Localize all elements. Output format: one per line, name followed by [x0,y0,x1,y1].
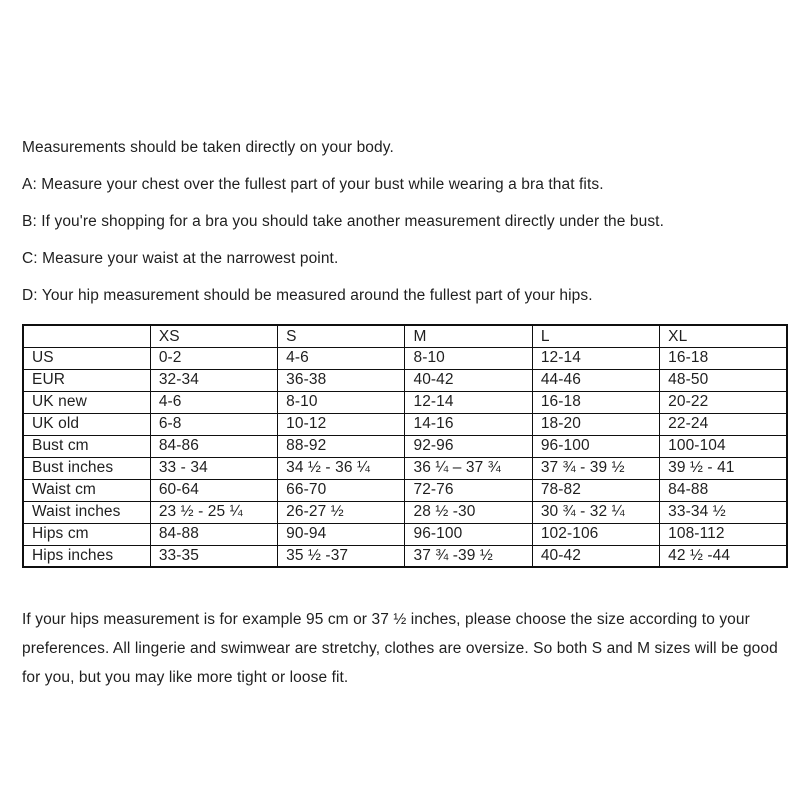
size-cell: 72-76 [405,479,532,501]
table-header-xl: XL [660,325,787,347]
size-cell: 108-112 [660,523,787,545]
size-cell: 90-94 [278,523,405,545]
size-cell: 32-34 [150,369,277,391]
size-cell: 66-70 [278,479,405,501]
size-cell: 96-100 [405,523,532,545]
document-content [22,139,788,692]
intro-text: Measurements should be taken directly on your body. [22,139,394,156]
size-cell: 42 ½ -44 [660,545,787,567]
footer-note: If your hips measurement is for example 95 cm or 37 ½ inches, please choose the size according to your preferences. All lingerie and swimwear are stretchy, clothes are oversize. So both S and M sizes will be good for you, but you may like more tight or loose fit. [22,611,778,686]
row-label: Hips inches [23,545,150,567]
size-cell: 33 - 34 [150,457,277,479]
size-cell: 100-104 [660,435,787,457]
size-cell: 20-22 [660,391,787,413]
size-cell: 48-50 [660,369,787,391]
table-row-waist-cm [23,479,787,501]
size-cell: 16-18 [532,391,659,413]
table-row-uk-old [23,413,787,435]
size-cell: 37 ¾ -39 ½ [405,545,532,567]
size-cell: 22-24 [660,413,787,435]
size-cell: 30 ¾ - 32 ¼ [532,501,659,523]
size-cell: 36-38 [278,369,405,391]
table-row-bust-cm [23,435,787,457]
instruction-d: D: Your hip measurement should be measured around the fullest part of your hips. [22,287,593,304]
size-cell: 44-46 [532,369,659,391]
size-cell: 8-10 [405,347,532,369]
size-cell: 10-12 [278,413,405,435]
instruction-a: A: Measure your chest over the fullest part of your bust while wearing a bra that fits. [22,176,604,193]
table-row-hips-inches [23,545,787,567]
table-header-m: M [405,325,532,347]
size-cell: 8-10 [278,391,405,413]
size-cell: 34 ½ - 36 ¼ [278,457,405,479]
size-cell: 92-96 [405,435,532,457]
row-label: UK new [23,391,150,413]
table-row-bust-inches [23,457,787,479]
table-row-us [23,347,787,369]
size-cell: 36 ¼ – 37 ¾ [405,457,532,479]
table-row-waist-inches [23,501,787,523]
table-row-eur [23,369,787,391]
size-cell: 40-42 [405,369,532,391]
row-label: Waist cm [23,479,150,501]
instruction-c: C: Measure your waist at the narrowest point. [22,250,339,267]
size-cell: 37 ¾ - 39 ½ [532,457,659,479]
size-cell: 84-86 [150,435,277,457]
row-label: Bust inches [23,457,150,479]
size-cell: 96-100 [532,435,659,457]
size-cell: 23 ½ - 25 ¼ [150,501,277,523]
size-cell: 78-82 [532,479,659,501]
instruction-b: B: If you're shopping for a bra you should take another measurement directly under the bust. [22,213,664,230]
size-cell: 0-2 [150,347,277,369]
table-row-uk-new [23,391,787,413]
size-cell: 39 ½ - 41 [660,457,787,479]
size-table [22,324,788,568]
size-cell: 33-34 ½ [660,501,787,523]
table-header-xs: XS [150,325,277,347]
row-label: US [23,347,150,369]
table-header-blank [23,325,150,347]
size-cell: 33-35 [150,545,277,567]
table-header-l: L [532,325,659,347]
size-cell: 4-6 [150,391,277,413]
size-cell: 84-88 [150,523,277,545]
size-cell: 26-27 ½ [278,501,405,523]
size-cell: 12-14 [405,391,532,413]
size-cell: 102-106 [532,523,659,545]
row-label: Hips cm [23,523,150,545]
size-cell: 16-18 [660,347,787,369]
row-label: Waist inches [23,501,150,523]
row-label: UK old [23,413,150,435]
table-row-hips-cm [23,523,787,545]
size-cell: 60-64 [150,479,277,501]
size-cell: 6-8 [150,413,277,435]
row-label: EUR [23,369,150,391]
size-cell: 40-42 [532,545,659,567]
table-header-s: S [278,325,405,347]
row-label: Bust cm [23,435,150,457]
size-cell: 28 ½ -30 [405,501,532,523]
table-header-row [23,325,787,347]
size-cell: 35 ½ -37 [278,545,405,567]
size-cell: 4-6 [278,347,405,369]
size-cell: 88-92 [278,435,405,457]
size-cell: 84-88 [660,479,787,501]
size-cell: 14-16 [405,413,532,435]
size-cell: 12-14 [532,347,659,369]
size-cell: 18-20 [532,413,659,435]
